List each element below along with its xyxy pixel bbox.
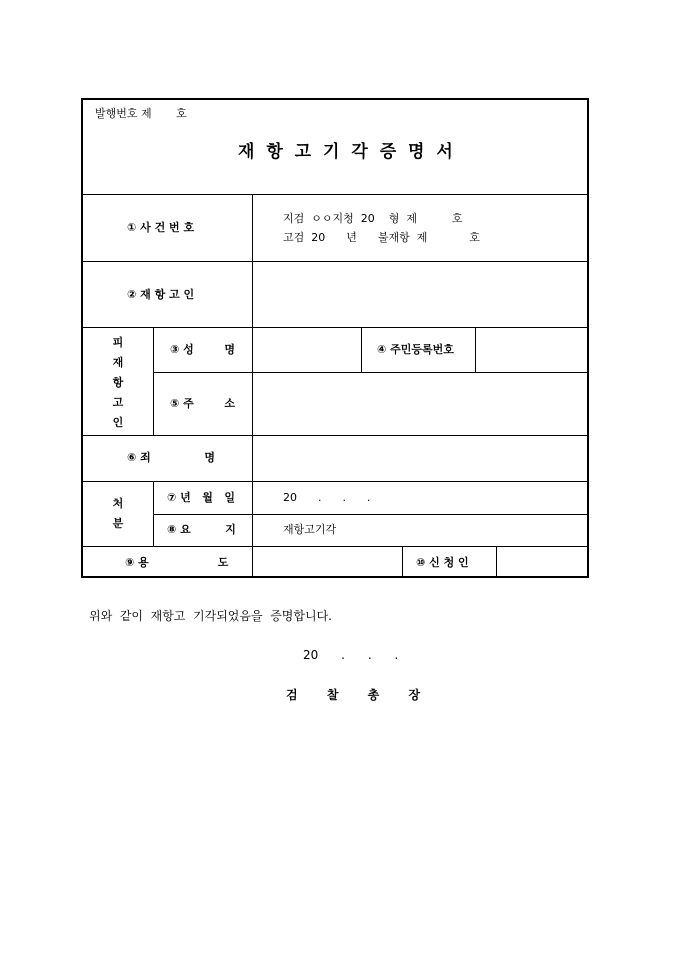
applicant-label: ⑩ 신 청 인 (416, 556, 469, 569)
respondent-group-char: 재 (112, 356, 124, 369)
address-label: ⑤ 주 소 (170, 397, 236, 410)
signer-title: 검 찰 총 장 (286, 688, 421, 702)
summary-value[interactable]: 재항고기각 (283, 523, 337, 536)
divider-name-address (153, 372, 588, 373)
divider-applicant-right (496, 547, 497, 577)
divider-title (82, 194, 588, 195)
respondent-group-char: 인 (112, 416, 124, 429)
divider-disposition (82, 546, 588, 547)
divider-case (82, 261, 588, 262)
divider-label-column (252, 195, 253, 577)
issue-number: 발행번호 제 호 (95, 107, 187, 120)
disposition-group-char: 처 (112, 497, 124, 510)
divider-charge (82, 481, 588, 482)
disposition-group-char: 분 (112, 517, 124, 530)
disposition-date-value[interactable]: 20 . . . (283, 491, 371, 504)
divider-applicant-left (402, 547, 403, 577)
name-label: ③ 성 명 (170, 343, 236, 356)
certification-statement: 위와 같이 재항고 기각되었음을 증명합니다. (89, 609, 332, 623)
respondent-group-char: 고 (112, 396, 124, 409)
divider-group-column-respondent (153, 328, 154, 435)
respondent-group-char: 피 (112, 336, 124, 349)
divider-date-summary (153, 514, 588, 515)
summary-label: ⑧ 요 지 (167, 523, 236, 536)
certificate-form (81, 98, 589, 578)
purpose-label: ⑨ 용 도 (125, 556, 229, 569)
certification-date: 20 . . . (303, 648, 399, 662)
disposition-date-label: ⑦ 년 월 일 (167, 491, 235, 504)
divider-id-label-left (361, 328, 362, 372)
charge-label: ⑥ 죄 명 (127, 451, 216, 464)
appellant-label: ② 재 항 고 인 (127, 288, 195, 301)
disposition-group-label (108, 494, 128, 534)
case-number-line1: 지검 ㅇㅇ지청 20 형 제 호 (283, 212, 463, 225)
form-title: 재 항 고 기 각 증 명 서 (238, 142, 456, 162)
respondent-group-char: 항 (112, 376, 124, 389)
divider-id-label-right (475, 328, 476, 372)
divider-group-column-disposition (153, 482, 154, 546)
resident-id-label: ④ 주민등록번호 (377, 343, 454, 356)
case-number-label: ① 사 건 번 호 (127, 221, 195, 234)
respondent-group-label (108, 333, 128, 433)
case-number-line2: 고검 20 년 불재항 제 호 (283, 231, 480, 244)
divider-appellant (82, 327, 588, 328)
divider-respondent (82, 435, 588, 436)
